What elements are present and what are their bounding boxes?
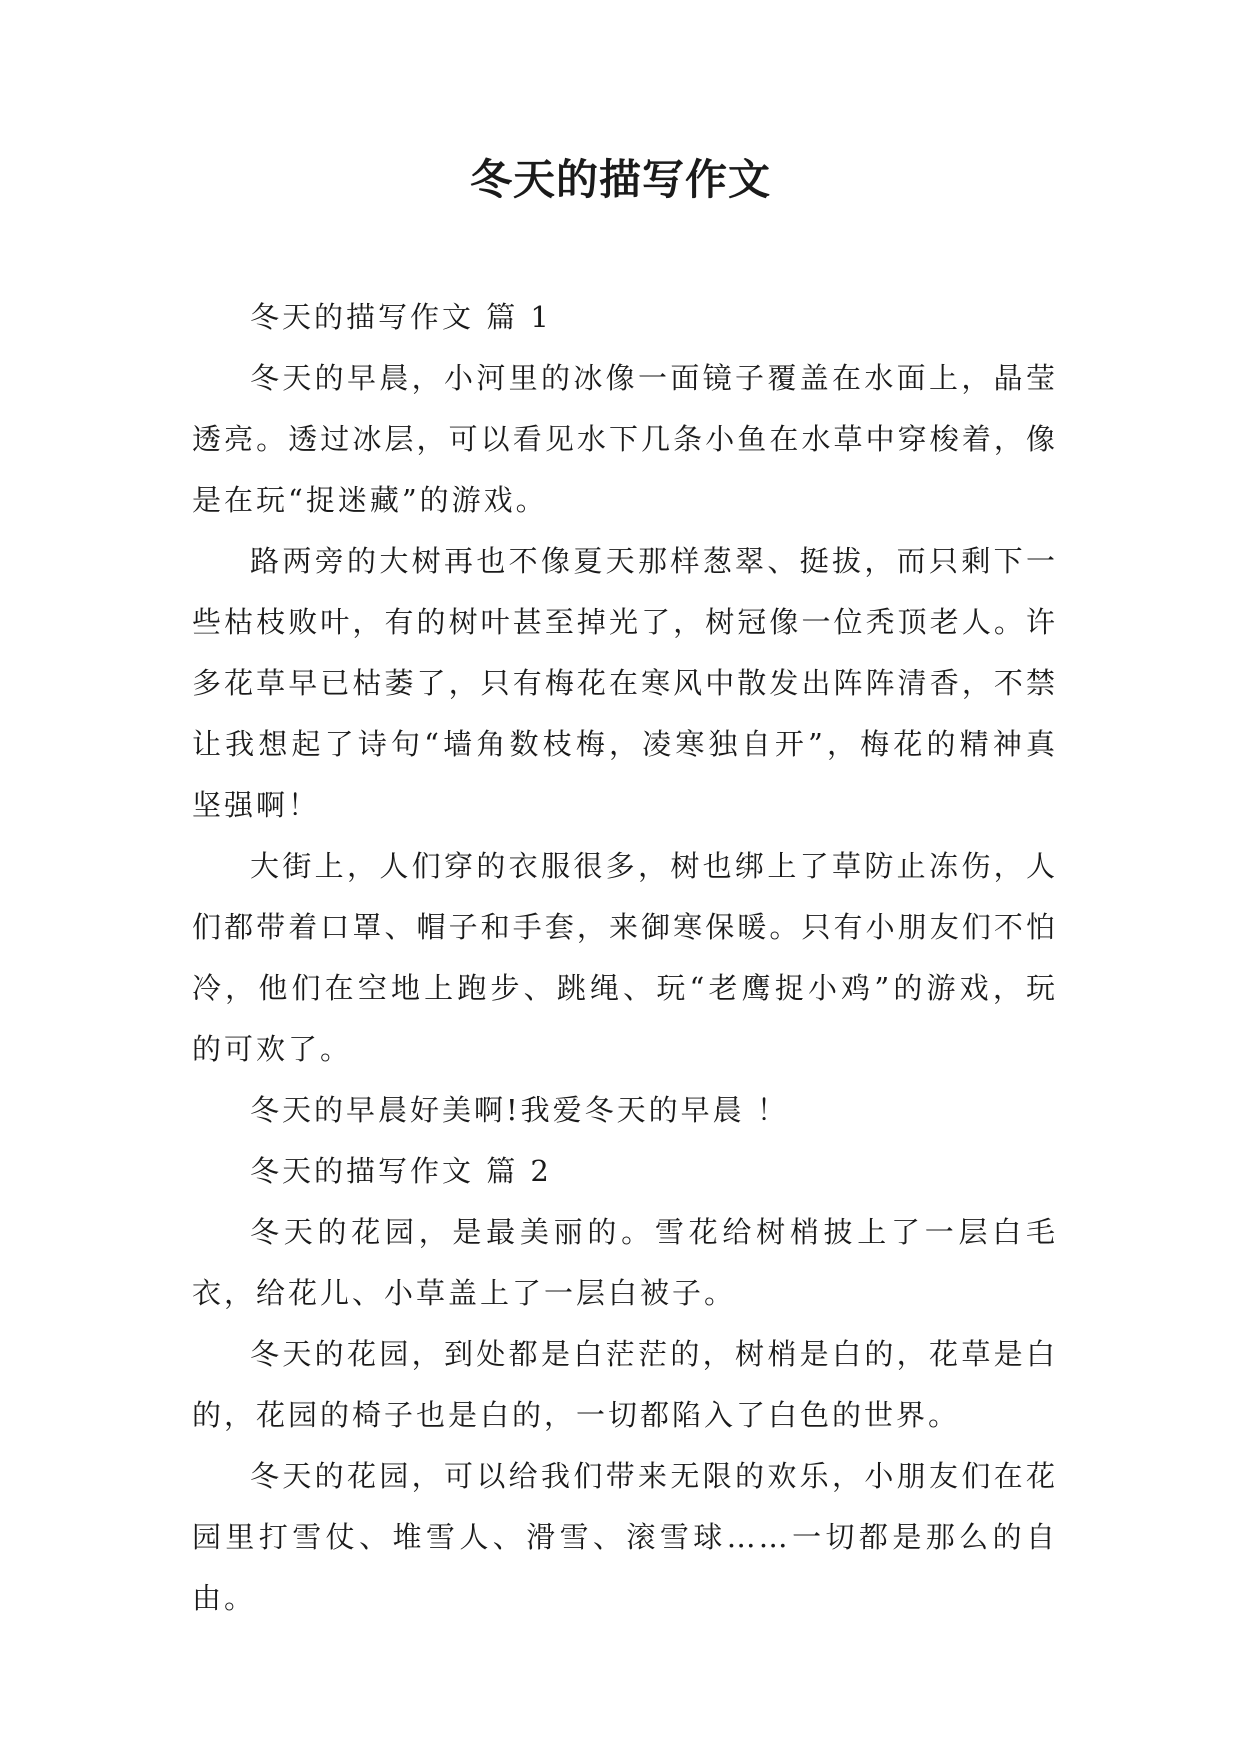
paragraph: 大街上，人们穿的衣服很多，树也绑上了草防止冻伤，人们都带着口罩、帽子和手套，来御寒保暖。只有小朋友们不怕冷，他们在空地上跑步、跳绳、玩“老鹰捉小鸡”的游戏，玩的可欢了。 xyxy=(192,849,1058,1066)
section-heading-2: 冬天的描写作文 篇 2 xyxy=(250,1154,552,1188)
paragraph: 冬天的花园，是最美丽的。雪花给树梢披上了一层白毛衣，给花儿、小草盖上了一层白被子。 xyxy=(192,1215,1058,1310)
paragraph: 冬天的早晨好美啊!我爱冬天的早晨 ！ xyxy=(250,1093,789,1127)
document-body xyxy=(192,287,1058,1629)
paragraph: 冬天的花园，可以给我们带来无限的欢乐，小朋友们在花园里打雪仗、堆雪人、滑雪、滚雪球……一切都是那么的自由。 xyxy=(192,1459,1058,1615)
section-heading-1: 冬天的描写作文 篇 1 xyxy=(250,300,552,334)
paragraph: 冬天的花园，到处都是白茫茫的，树梢是白的，花草是白的，花园的椅子也是白的，一切都陷入了白色的世界。 xyxy=(192,1337,1058,1432)
paragraph: 路两旁的大树再也不像夏天那样葱翠、挺拔，而只剩下一些枯枝败叶，有的树叶甚至掉光了，树冠像一位秃顶老人。许多花草早已枯萎了，只有梅花在寒风中散发出阵阵清香，不禁让我想起了诗句“墙角数枝梅，凌寒独自开”，梅花的精神真坚强啊！ xyxy=(192,544,1058,822)
paragraph: 冬天的早晨，小河里的冰像一面镜子覆盖在水面上，晶莹透亮。透过冰层，可以看见水下几条小鱼在水草中穿梭着，像是在玩“捉迷藏”的游戏。 xyxy=(192,361,1058,517)
document-title: 冬天的描写作文 xyxy=(469,155,771,204)
